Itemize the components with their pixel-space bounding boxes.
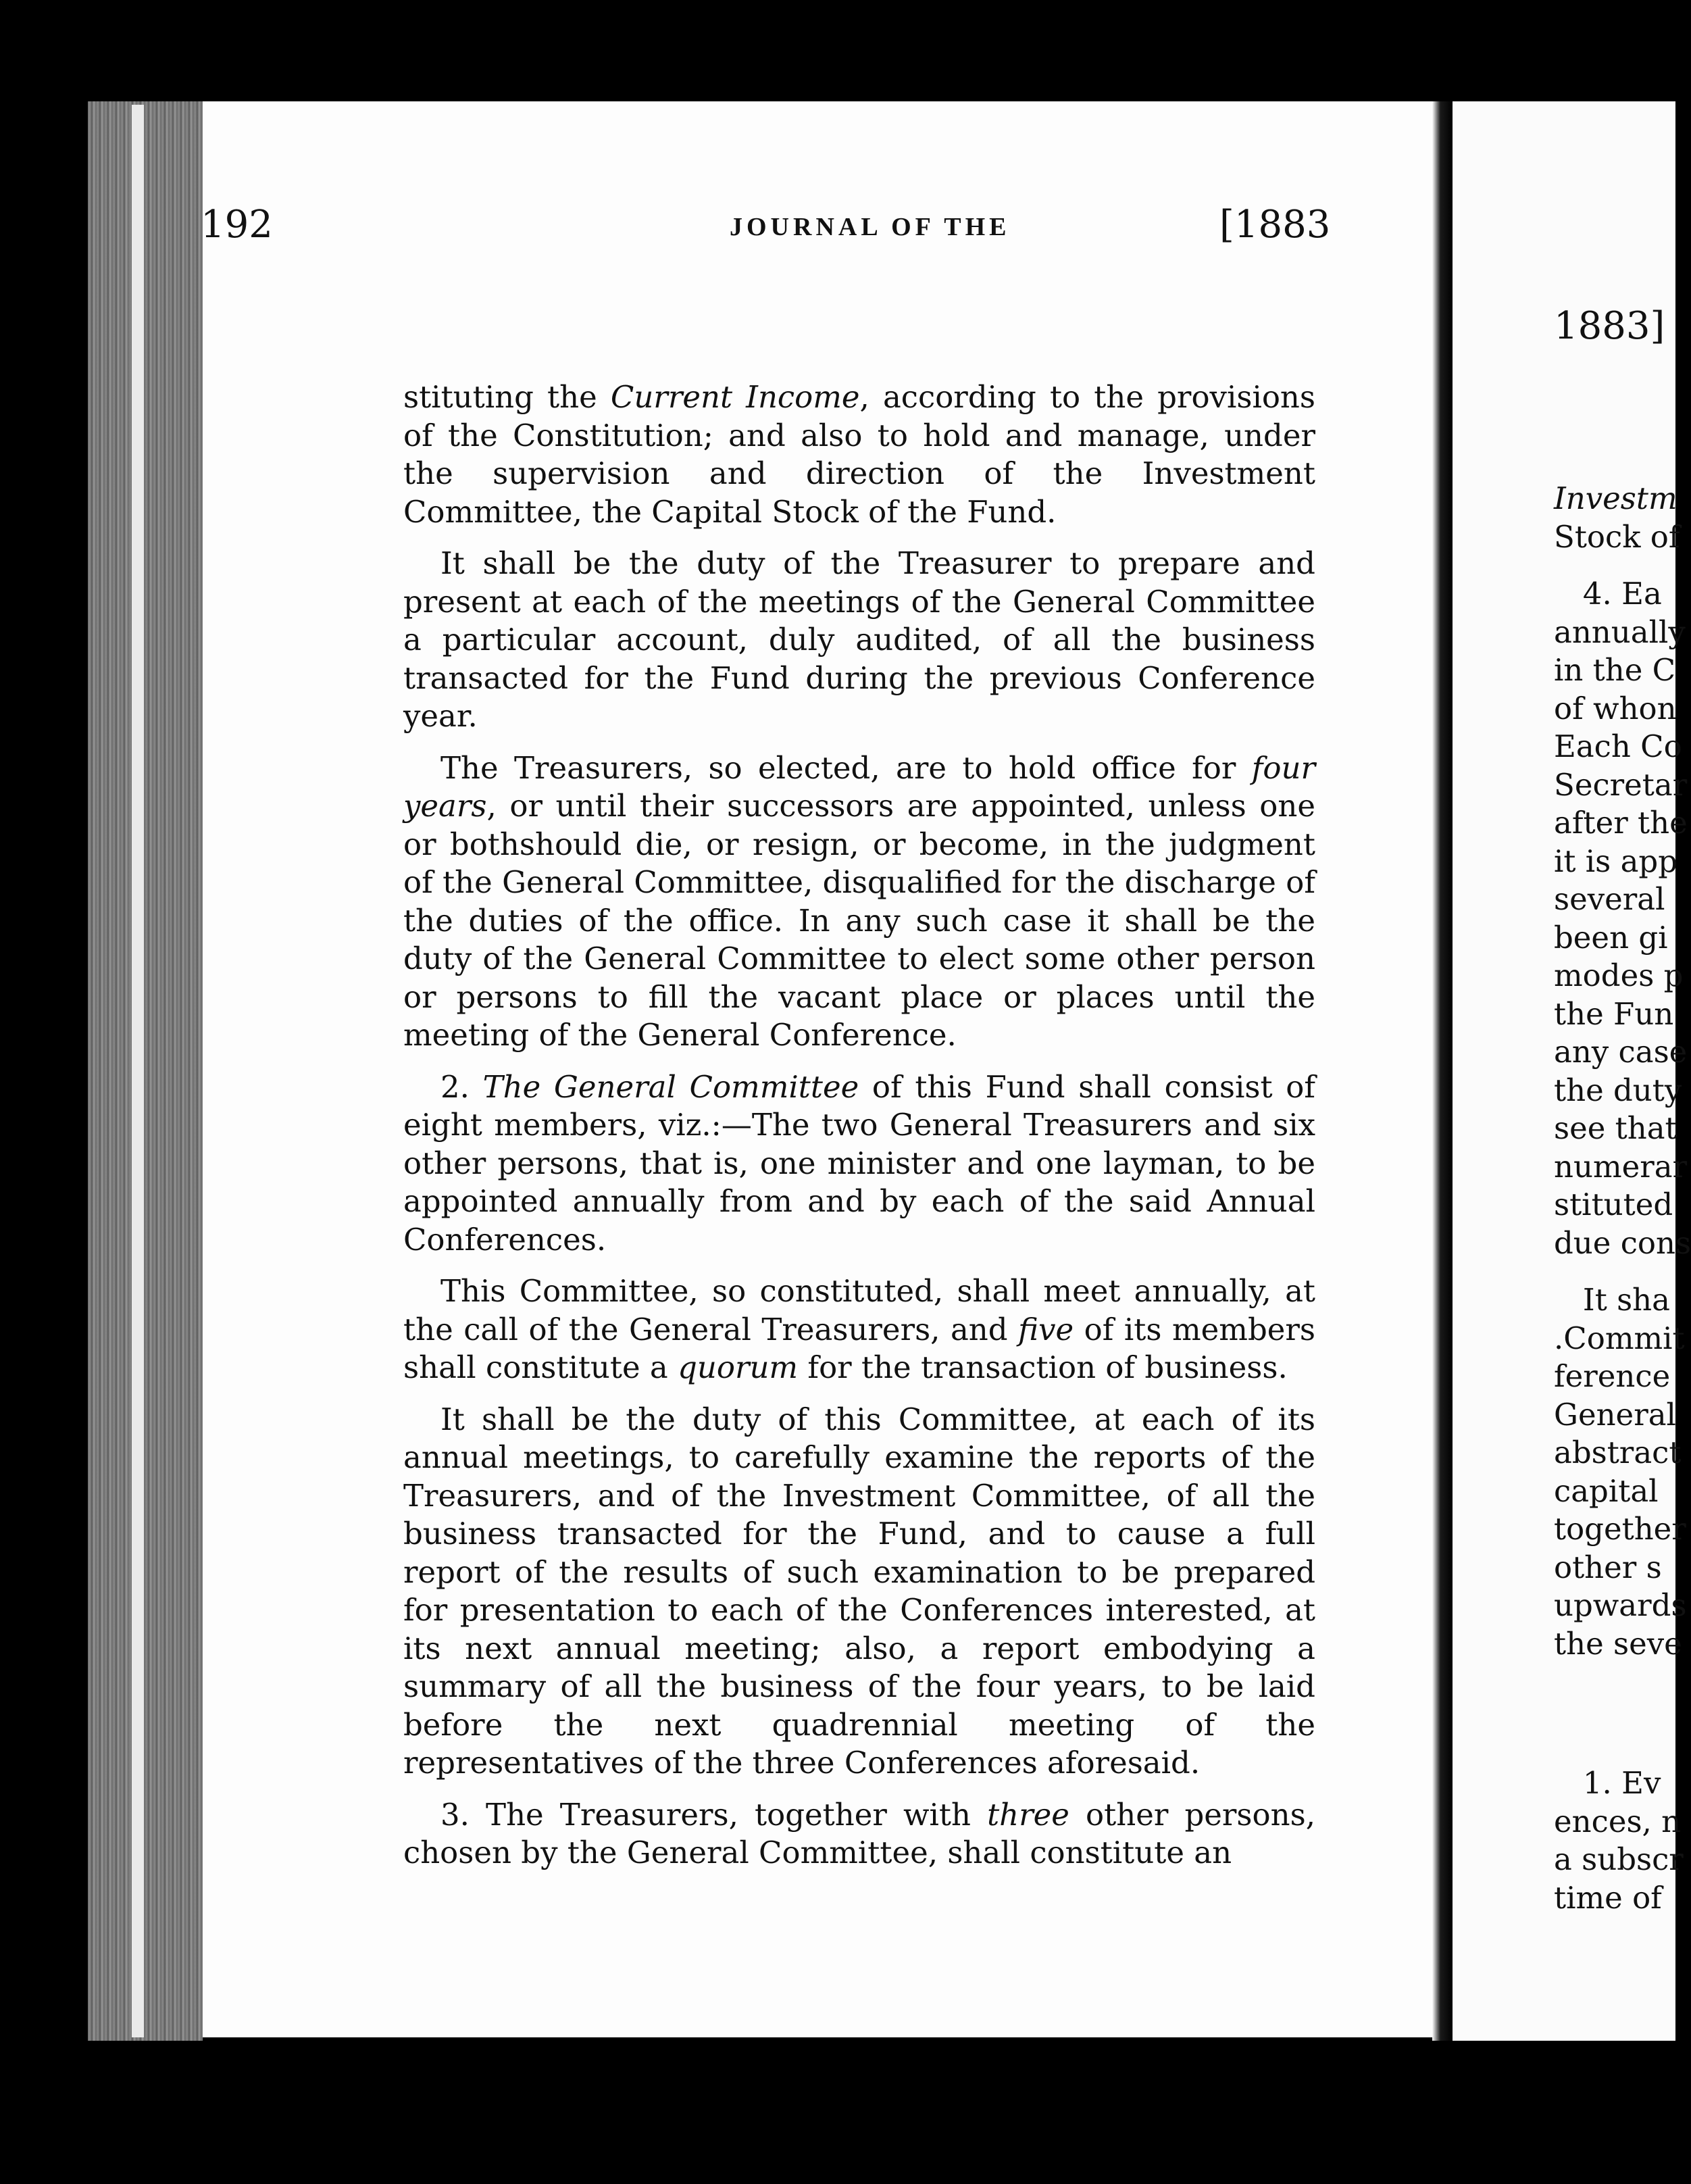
text-fragment <box>1554 1764 1689 1803</box>
text-run: for the transaction of business. <box>798 1349 1288 1385</box>
text-run: of its members shall constitute a <box>403 1311 1315 1385</box>
page-gutter <box>1432 101 1453 2041</box>
fragment-text: numerar <box>1554 1148 1688 1185</box>
fragment-text: abstract <box>1554 1435 1682 1470</box>
fragment-text: the Fun <box>1554 995 1674 1032</box>
fragment-text: General <box>1554 1396 1676 1433</box>
fragment-text: .Commit <box>1554 1320 1685 1356</box>
fragment-text: ference <box>1554 1358 1671 1394</box>
text-fragment <box>1554 728 1689 766</box>
fragment-text: together <box>1554 1511 1686 1547</box>
text-fragment <box>1554 1841 1689 1879</box>
text-run: It shall be the duty of this Committee, at each of its annual meetings, to carefully examine the reports of the Treasurers, and of the Investment Committee, of all the business transacted for the Fund, and to cause a full report of the results of such examination to be prepared for presentation to each of the Conferences interested, at its next annual meeting; also, a report embodying a summary of all the business of the four years, to be laid before the next quadrennial meeting of the representatives of the three Conferences aforesaid. <box>403 1401 1315 1781</box>
text-run: This Committee, so constituted, shall meet annually, at the call of the General Treasurers, and <box>403 1273 1315 1347</box>
text-fragment <box>1554 1033 1689 1072</box>
text-fragment <box>1554 1434 1689 1472</box>
text-fragment <box>1554 1262 1689 1281</box>
text-fragment <box>1554 575 1689 614</box>
paragraph <box>403 749 1315 1055</box>
paragraph <box>403 1401 1315 1783</box>
italic-phrase: quorum <box>678 1349 799 1385</box>
text-run: of this Fund shall consist of eight members, viz.:—The two General Treasurers and six other persons, that is, one minister and one layman, to be appointed annually from and by each of the said Annual Conferences. <box>403 1068 1315 1258</box>
fragment-text: it is app <box>1554 843 1678 879</box>
page-edge-highlight <box>132 105 144 2037</box>
italic-phrase: four years <box>403 749 1315 824</box>
text-fragment <box>1554 880 1689 919</box>
text-fragment <box>1554 1510 1689 1549</box>
text-fragment <box>1554 651 1689 690</box>
text-run: stituting the <box>403 379 611 415</box>
text-fragment <box>1554 766 1689 805</box>
text-fragment <box>1554 1803 1689 1841</box>
text-fragment <box>1554 1879 1689 1918</box>
fragment-text: in the C <box>1554 652 1676 688</box>
fragment-text: a subscr <box>1554 1841 1684 1877</box>
fragment-text: due cons <box>1554 1224 1691 1261</box>
fragment-text: other s <box>1554 1549 1662 1585</box>
right-page-year: 1883] <box>1554 304 1665 348</box>
fragment-text: been gi <box>1554 919 1668 956</box>
fragment-text: 1. Ev <box>1554 1765 1661 1801</box>
text-fragment <box>1554 1549 1689 1587</box>
right-page-text-fragments <box>1554 480 1689 1917</box>
italic-phrase: five <box>1018 1311 1074 1347</box>
paragraph <box>403 545 1315 736</box>
body-text <box>403 378 1315 1886</box>
fragment-text: the seve <box>1554 1625 1682 1662</box>
right-page <box>1453 101 1691 2041</box>
text-fragment <box>1554 690 1689 728</box>
text-fragment <box>1554 1186 1689 1224</box>
text-fragment <box>1554 1625 1689 1664</box>
fragment-text: annually <box>1554 614 1686 650</box>
fragment-text: 4. Ea <box>1554 576 1662 612</box>
text-fragment <box>1554 919 1689 958</box>
italic-phrase: The General Committee <box>482 1068 859 1105</box>
book-edge <box>88 101 203 2041</box>
text-fragment <box>1554 1320 1689 1358</box>
fragment-text: Secretar <box>1554 766 1688 803</box>
fragment-text: several <box>1554 881 1665 917</box>
text-fragment <box>1554 614 1689 652</box>
fragment-text: It sha <box>1554 1282 1670 1318</box>
fragment-text: the duty <box>1554 1072 1682 1108</box>
fragment-text: any case <box>1554 1034 1688 1070</box>
text-fragment <box>1554 480 1689 518</box>
text-fragment <box>1554 1281 1689 1320</box>
text-fragment <box>1554 1224 1689 1263</box>
fragment-text: after the <box>1554 805 1688 841</box>
text-fragment <box>1554 556 1689 575</box>
fragment-text: time of <box>1554 1879 1662 1916</box>
paragraph <box>403 1272 1315 1387</box>
fragment-text: Stock of <box>1554 518 1680 555</box>
paragraph <box>403 1796 1315 1872</box>
text-fragment <box>1554 1148 1689 1187</box>
text-run: , or until their successors are appointed, unless one or bothshould die, or resign, or become, in the judgment of the General Committee, disqualified for the discharge of the duties of the office. In any such case it shall be the duty of the General Committee to elect some other person or persons to fill the vacant place or places until the meeting of the General Conference. <box>403 788 1315 1053</box>
text-run: 2. <box>440 1068 483 1105</box>
text-fragment <box>1554 1396 1689 1435</box>
fragment-text: see that <box>1554 1110 1677 1146</box>
text-fragment <box>1554 843 1689 881</box>
text-run: The Treasurers, so elected, are to hold office for <box>440 749 1252 786</box>
text-fragment <box>1554 1587 1689 1625</box>
text-fragment <box>1554 518 1689 557</box>
fragment-text: capital <box>1554 1472 1659 1509</box>
running-title: JOURNAL OF THE <box>730 213 1011 241</box>
italic-phrase: three <box>987 1796 1069 1833</box>
fragment-text: of whon <box>1554 690 1677 726</box>
text-run: , according to the provisions of the Constitution; and also to hold and manage, under the supervision and direction of the Investment Committee, the Capital Stock of the Fund. <box>403 379 1315 530</box>
text-fragment <box>1554 804 1689 843</box>
text-fragment <box>1554 1072 1689 1110</box>
text-fragment <box>1554 1472 1689 1511</box>
text-fragment <box>1554 957 1689 995</box>
text-fragment <box>1554 1663 1689 1764</box>
italic-phrase: Current Income <box>610 379 860 415</box>
fragment-text: upwards <box>1554 1587 1687 1623</box>
text-fragment <box>1554 1358 1689 1396</box>
fragment-text: modes p <box>1554 958 1684 993</box>
text-fragment <box>1554 995 1689 1034</box>
paragraph <box>403 1068 1315 1260</box>
text-run: It shall be the duty of the Treasurer to prepare and present at each of the meetings of the General Committee a particular account, duly audited, of all the business transacted for the Fund during the previous Conference year. <box>403 545 1315 734</box>
text-fragment <box>1554 1110 1689 1148</box>
text-run: other persons, chosen by the General Committee, shall constitute an <box>403 1796 1315 1870</box>
fragment-text: stituted <box>1554 1187 1673 1222</box>
page-number: 192 <box>201 203 273 247</box>
paragraph <box>403 378 1315 531</box>
running-year: [1883 <box>1219 203 1331 247</box>
text-run: 3. The Treasurers, together with <box>440 1796 988 1833</box>
fragment-text: Investm <box>1554 480 1677 516</box>
fragment-text: ences, n <box>1554 1803 1682 1839</box>
fragment-text: Each Co <box>1554 728 1682 764</box>
